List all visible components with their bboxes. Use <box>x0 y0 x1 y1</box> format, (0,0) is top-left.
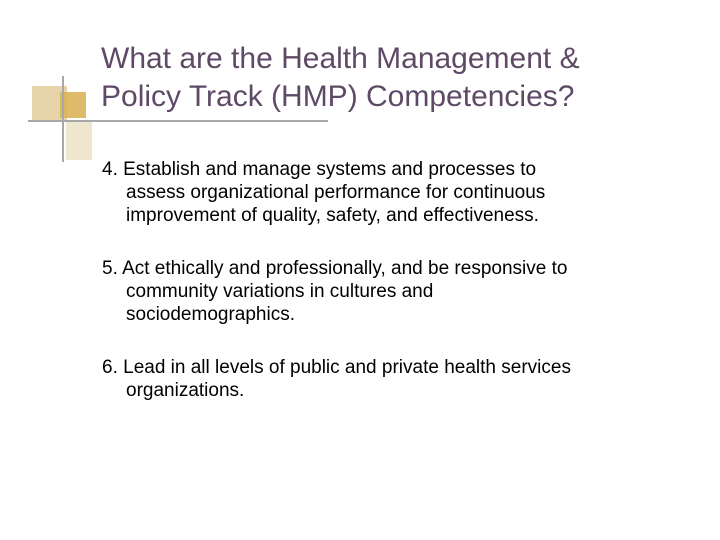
decorative-square-light <box>66 120 92 160</box>
competency-item-5-line-2: community variations in cultures and <box>126 281 434 302</box>
slide-title <box>101 40 701 116</box>
competency-item-6-line-2: organizations. <box>126 380 245 401</box>
competency-list <box>102 158 702 432</box>
competency-item-5-line-1: 5. Act ethically and professionally, and be responsive to <box>102 258 568 279</box>
competency-item-5-line-3: sociodemographics. <box>126 304 295 325</box>
competency-item-6-line-1: 6. Lead in all levels of public and private health services <box>102 357 571 378</box>
competency-item-4-line-1: 4. Establish and manage systems and processes to <box>102 159 537 180</box>
competency-item-5 <box>102 257 702 326</box>
slide-title-line-2: Policy Track (HMP) Competencies? <box>101 80 575 113</box>
competency-item-4 <box>102 158 702 227</box>
slide-title-line-1: What are the Health Management & <box>101 42 580 75</box>
competency-item-6 <box>102 356 702 402</box>
decorative-vertical-line <box>62 76 64 162</box>
competency-item-4-line-3: improvement of quality, safety, and effectiveness. <box>126 205 539 226</box>
decorative-horizontal-line <box>28 120 328 122</box>
competency-item-4-line-2: assess organizational performance for continuous <box>126 182 546 203</box>
